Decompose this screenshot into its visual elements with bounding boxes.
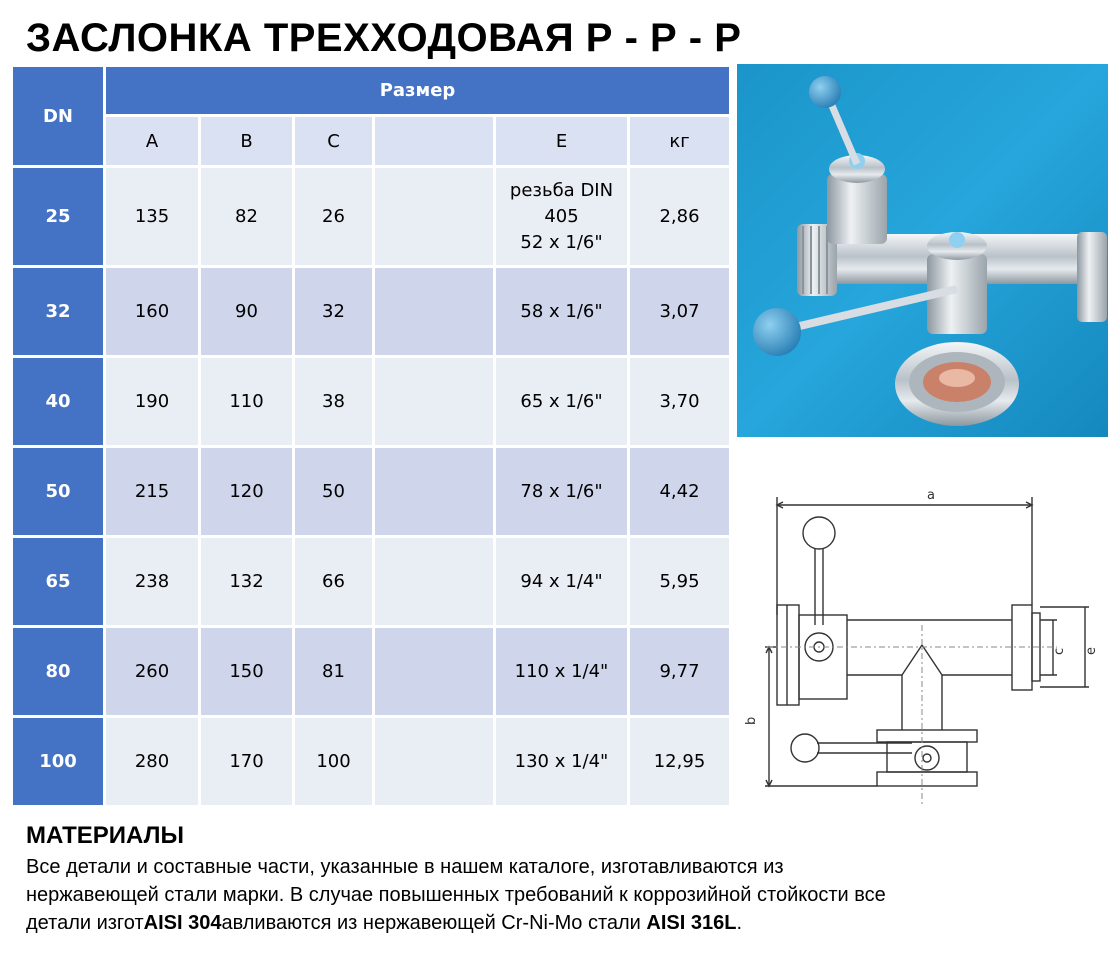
kg-cell: 12,95 — [630, 718, 729, 805]
dim-label-e: e — [1084, 647, 1099, 655]
dim-label-b: b — [744, 716, 759, 725]
kg-cell: 3,70 — [630, 358, 729, 445]
materials-line: нержавеющей стали марки. В случае повышенных требований к коррозийной стойкости все — [26, 884, 886, 906]
steel-grade-316l: AISI 316L — [646, 912, 737, 934]
kg-cell: 2,86 — [630, 168, 729, 265]
materials-heading: МАТЕРИАЛЫ — [26, 822, 185, 849]
materials-line — [26, 909, 1096, 937]
c-cell: 38 — [295, 358, 372, 445]
a-cell: 160 — [106, 268, 198, 355]
col-a-header: A — [106, 117, 198, 165]
e-cell: 110 x 1/4" — [496, 628, 627, 715]
a-cell: 280 — [106, 718, 198, 805]
valve-photo — [737, 64, 1108, 437]
c-cell: 26 — [295, 168, 372, 265]
table-row — [13, 718, 729, 805]
a-cell: 260 — [106, 628, 198, 715]
dn-header: DN — [13, 67, 103, 165]
dn-cell: 80 — [13, 628, 103, 715]
col-kg-header: кг — [630, 117, 729, 165]
b-cell: 110 — [201, 358, 292, 445]
b-cell: 150 — [201, 628, 292, 715]
blank-cell — [375, 628, 493, 715]
a-cell: 238 — [106, 538, 198, 625]
materials-line: Все детали и составные части, указанные в нашем каталоге, изготавливаются из — [26, 856, 784, 878]
materials-text-part: детали изгот — [26, 912, 144, 934]
kg-cell: 3,07 — [630, 268, 729, 355]
materials-text-part: авливаются из нержавеющей Cr-Ni-Mo стали — [221, 912, 647, 934]
e-cell-line: 52 x 1/6" — [520, 231, 603, 253]
b-cell: 170 — [201, 718, 292, 805]
dn-cell: 100 — [13, 718, 103, 805]
page-title: ЗАСЛОНКА ТРЕХХОДОВАЯ Р - Р - Р — [26, 16, 742, 60]
table-row — [13, 448, 729, 535]
dn-cell: 25 — [13, 168, 103, 265]
steel-grade-304: AISI 304 — [143, 912, 222, 934]
e-cell: 130 x 1/4" — [496, 718, 627, 805]
spec-table — [10, 64, 732, 808]
a-cell: 190 — [106, 358, 198, 445]
dn-cell: 65 — [13, 538, 103, 625]
blank-cell — [375, 538, 493, 625]
materials-text — [26, 853, 1096, 937]
col-e-header: E — [496, 117, 627, 165]
col-blank-header — [375, 117, 493, 165]
b-cell: 82 — [201, 168, 292, 265]
c-cell: 81 — [295, 628, 372, 715]
blank-cell — [375, 168, 493, 265]
table-row — [13, 268, 729, 355]
e-cell: 78 x 1/6" — [496, 448, 627, 535]
kg-cell: 9,77 — [630, 628, 729, 715]
b-cell: 120 — [201, 448, 292, 535]
c-cell: 50 — [295, 448, 372, 535]
e-cell: 94 x 1/4" — [496, 538, 627, 625]
dn-cell: 32 — [13, 268, 103, 355]
e-cell-line: резьба DIN — [509, 179, 614, 201]
e-cell: 65 x 1/6" — [496, 358, 627, 445]
col-b-header: B — [201, 117, 292, 165]
blank-cell — [375, 358, 493, 445]
a-cell: 135 — [106, 168, 198, 265]
size-header: Размер — [106, 67, 729, 114]
dn-cell: 40 — [13, 358, 103, 445]
technical-drawing — [737, 475, 1108, 820]
c-cell: 66 — [295, 538, 372, 625]
blank-cell — [375, 718, 493, 805]
dim-label-a: a — [927, 488, 935, 503]
e-cell: 58 x 1/6" — [496, 268, 627, 355]
materials-text-part: . — [736, 912, 743, 934]
dim-label-c: c — [1052, 647, 1067, 655]
c-cell: 32 — [295, 268, 372, 355]
a-cell: 215 — [106, 448, 198, 535]
dn-cell: 50 — [13, 448, 103, 535]
b-cell: 90 — [201, 268, 292, 355]
e-cell — [496, 168, 627, 265]
table-row — [13, 538, 729, 625]
b-cell: 132 — [201, 538, 292, 625]
col-c-header: C — [295, 117, 372, 165]
table-row — [13, 168, 729, 265]
blank-cell — [375, 268, 493, 355]
c-cell: 100 — [295, 718, 372, 805]
table-row — [13, 628, 729, 715]
table-row — [13, 358, 729, 445]
e-cell-line: 405 — [544, 205, 579, 227]
blank-cell — [375, 448, 493, 535]
kg-cell: 5,95 — [630, 538, 729, 625]
kg-cell: 4,42 — [630, 448, 729, 535]
